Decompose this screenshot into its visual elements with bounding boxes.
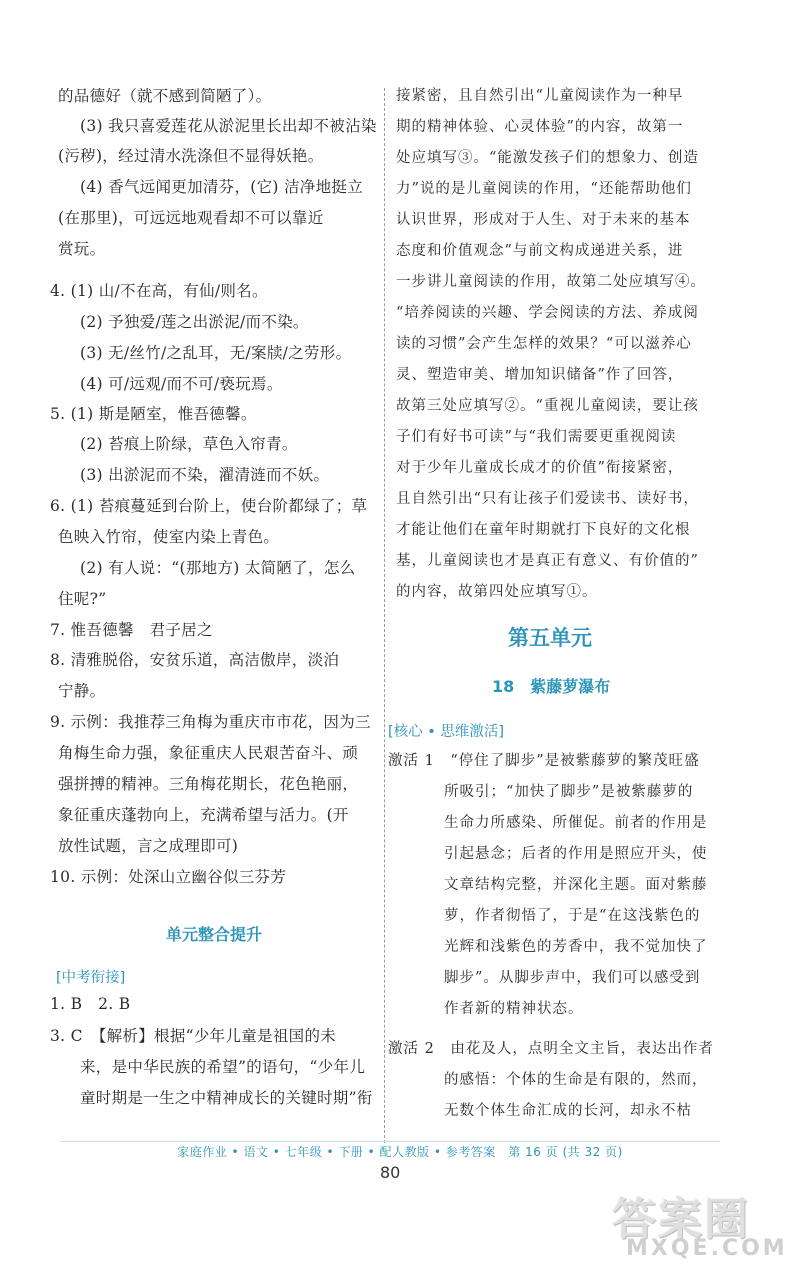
text-line: 的内容，故第四处应填写①。 [396,584,598,600]
text-line: 3. C 【解析】根据“少年儿童是祖国的未 [50,1027,337,1045]
unit-title: 第五单元 [508,626,592,650]
text-line: 无数个体生命汇成的长河，却永不枯 [444,1103,692,1119]
text-line: 一步讲儿童阅读的作用，故第二处应填写④。 [396,274,706,290]
text-line: 对于少年儿童成长成才的价值”衔接紧密， [396,460,684,476]
text-line: 读的习惯”会产生怎样的效果？“可以滋养心 [396,336,692,352]
text-line: “培养阅读的兴趣、学会阅读的方法、养成阅 [396,305,699,321]
text-line: 来，是中华民族的希望”的语句，“少年儿 [80,1058,366,1076]
text-line: 的品德好（就不感到简陋了）。 [58,87,272,105]
text-line: 8. 清雅脱俗，安贫乐道，高洁傲岸，淡泊 [50,651,340,669]
text-line: 作者新的精神状态。 [444,1001,584,1017]
tag-zhongkao: [中考衔接] [56,970,126,986]
text-line: 激活 1 “停住了脚步”是被紫藤萝的繁茂旺盛 [388,753,700,769]
text-line: 9. 示例：我推荐三角梅为重庆市市花，因为三 [50,713,371,731]
text-line: (4) 可/远观/而不可/亵玩焉。 [80,375,283,393]
text-line: 灵、塑造审美、增加知识储备”作了回答， [396,367,684,383]
text-line: 期的精神体验、心灵体验”的内容，故第一 [396,119,684,135]
text-line: 色映入竹帘，使室内染上青色。 [58,528,280,546]
text-line: 才能让他们在童年时期就打下良好的文化根 [396,522,691,538]
text-line: 激活 2 由花及人，点明全文主旨，表达出作者 [388,1041,714,1057]
text-line: (2) 苔痕上阶绿，草色入帘青。 [80,435,298,453]
text-line: 强拼搏的精神。三角梅花期长，花色艳丽， [58,775,359,793]
text-line: 基，儿童阅读也才是真正有意义、有价值的” [396,553,699,569]
text-line: (在那里)，可远远地观看却不可以靠近 [58,209,324,227]
text-line: 4. (1) 山/不在高，有仙/则名。 [50,282,268,300]
text-line: 1. B 2. B [50,995,131,1013]
text-line: 力”说的是儿童阅读的作用，“还能帮助他们 [396,181,692,197]
text-line: 6. (1) 苔痕蔓延到台阶上，使台阶都绿了；草 [50,497,368,515]
text-line: 7. 惟吾德馨 君子居之 [50,621,213,639]
watermark-url: MXQE.COM [626,1236,788,1261]
section-heading-unit-integration: 单元整合提升 [166,925,263,944]
text-line: (2) 有人说：“(那地方) 太简陋了，怎么 [80,559,356,577]
text-line: 角梅生命力强，象征重庆人民艰苦奋斗、顽 [58,744,359,762]
text-line: 宁静。 [58,682,106,700]
text-line: 引起悬念；后者的作用是照应开头，使 [444,846,708,862]
text-line: (3) 我只喜爱莲花从淤泥里长出却不被沾染 [80,117,377,135]
text-line: 放性试题，言之成理即可) [58,837,239,855]
watermark-logo: 答案圈 [612,1194,750,1245]
lesson-title: 18 紫藤萝瀑布 [492,677,611,696]
footer-rule [60,1141,720,1142]
page-footer: 家庭作业 • 语文 • 七年级 • 下册 • 配人教版 • 参考答案 第 16 页 (共 32 页) [177,1145,623,1159]
tag-core: [核心 • 思维激活] [388,724,505,740]
text-line: 生命力所感染、所催促。前者的作用是 [444,815,708,831]
text-line: 认识世界，形成对于人生、对于未来的基本 [396,212,691,228]
column-divider [384,88,385,1143]
text-line: 光辉和浅紫色的芳香中，我不觉加快了 [444,939,708,955]
text-line: 所吸引；“加快了脚步”是被紫藤萝的 [444,784,694,800]
text-line: 脚步”。从脚步声中，我们可以感受到 [444,970,701,986]
text-line: 子们有好书可读”与“我们需要更重视阅读 [396,429,677,445]
text-line: 童时期是一生之中精神成长的关键时期”衔 [80,1089,373,1107]
text-line: 萝，作者彻悟了，于是“在这浅紫色的 [444,908,701,924]
text-line: 10. 示例：处深山立幽谷似三芬芳 [50,868,287,886]
text-line: (4) 香气远闻更加清芬，(它) 洁净地挺立 [80,178,364,196]
text-line: 的感悟：个体的生命是有限的，然而， [444,1072,708,1088]
text-line: (3) 出淤泥而不染，濯清涟而不妖。 [80,466,330,484]
text-line: 故第三处应填写②。“重视儿童阅读，要让孩 [396,398,699,414]
text-line: (污秽)，经过清水洗涤但不显得妖艳。 [58,147,324,165]
text-line: 态度和价值观念”与前文构成递进关系，进 [396,243,684,259]
text-line: (2) 予独爱/莲之出淤泥/而不染。 [80,313,309,331]
text-line: 象征重庆蓬勃向上，充满希望与活力。(开 [58,806,349,824]
text-line: 赏玩。 [58,240,106,258]
text-line: 处应填写③。“能激发孩子们的想象力、创造 [396,150,699,166]
text-line: 接紧密，且自然引出“儿童阅读作为一种早 [396,88,684,104]
text-line: 住呢?” [58,590,107,608]
text-line: (3) 无/丝竹/之乱耳，无/案牍/之劳形。 [80,344,352,362]
text-line: 5. (1) 斯是陋室，惟吾德馨。 [50,405,257,423]
text-line: 且自然引出“只有让孩子们爱读书、读好书， [396,491,699,507]
text-line: 文章结构完整，并深化主题。面对紫藤 [444,877,708,893]
page-number: 80 [380,1163,401,1182]
